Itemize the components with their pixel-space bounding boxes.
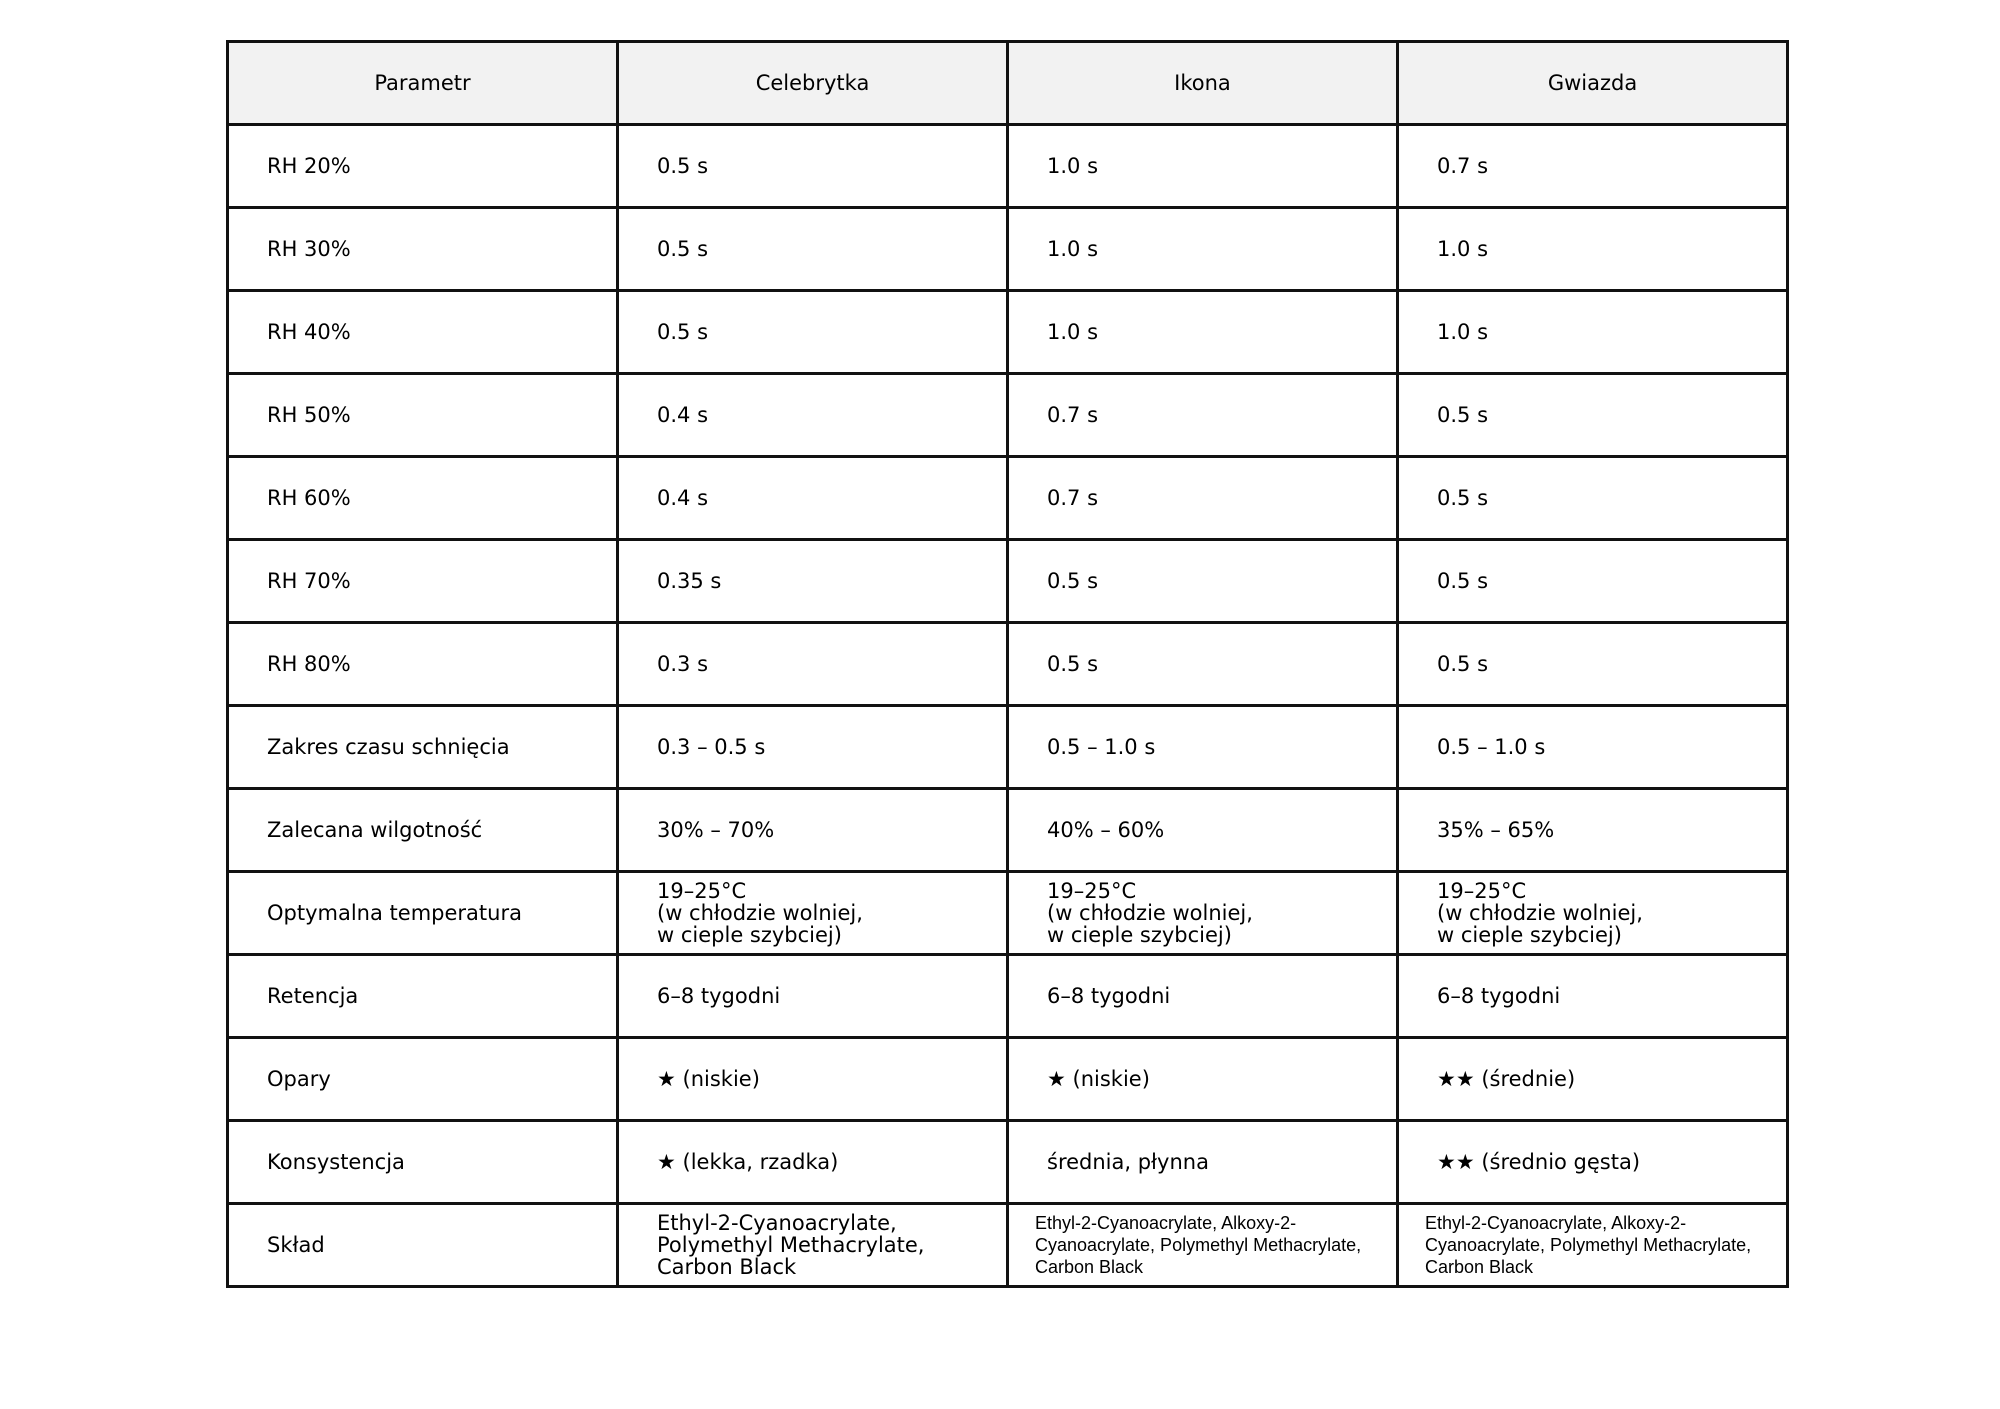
- cell-ikona: 1.0 s: [1008, 208, 1398, 291]
- header-celebrytka: Celebrytka: [618, 42, 1008, 125]
- cell-param: RH 30%: [228, 208, 618, 291]
- header-parametr: Parametr: [228, 42, 618, 125]
- cell-ikona: ★ (niskie): [1008, 1038, 1398, 1121]
- cell-celebrytka: 30% – 70%: [618, 789, 1008, 872]
- table-row: [228, 789, 1788, 872]
- cell-gwiazda: 1.0 s: [1398, 208, 1788, 291]
- cell-param: RH 80%: [228, 623, 618, 706]
- cell-gwiazda: ★★ (średnio gęsta): [1398, 1121, 1788, 1204]
- cell-celebrytka: 0.5 s: [618, 208, 1008, 291]
- table-row: [228, 540, 1788, 623]
- cell-ikona: średnia, płynna: [1008, 1121, 1398, 1204]
- cell-celebrytka: Ethyl-2-Cyanoacrylate, Polymethyl Methacrylate, Carbon Black: [618, 1204, 1008, 1287]
- table-row: [228, 1204, 1788, 1287]
- table-row: [228, 872, 1788, 955]
- cell-gwiazda: Ethyl-2-Cyanoacrylate, Alkoxy-2-Cyanoacrylate, Polymethyl Methacrylate, Carbon Black: [1398, 1204, 1788, 1287]
- table-row: [228, 955, 1788, 1038]
- cell-gwiazda: 0.5 s: [1398, 540, 1788, 623]
- cell-celebrytka: 0.4 s: [618, 374, 1008, 457]
- cell-ikona: 0.7 s: [1008, 457, 1398, 540]
- cell-celebrytka: 0.3 s: [618, 623, 1008, 706]
- cell-ikona: 40% – 60%: [1008, 789, 1398, 872]
- cell-param: RH 70%: [228, 540, 618, 623]
- table-row: [228, 623, 1788, 706]
- cell-ikona: 1.0 s: [1008, 291, 1398, 374]
- header-gwiazda: Gwiazda: [1398, 42, 1788, 125]
- header-ikona: Ikona: [1008, 42, 1398, 125]
- cell-celebrytka: 0.4 s: [618, 457, 1008, 540]
- cell-gwiazda: 0.5 s: [1398, 623, 1788, 706]
- cell-ikona: 19–25°C (w chłodzie wolniej, w cieple szybciej): [1008, 872, 1398, 955]
- cell-celebrytka: 0.5 s: [618, 125, 1008, 208]
- cell-gwiazda: ★★ (średnie): [1398, 1038, 1788, 1121]
- cell-param: Zalecana wilgotność: [228, 789, 618, 872]
- table-row: [228, 208, 1788, 291]
- cell-param: RH 60%: [228, 457, 618, 540]
- cell-param: Konsystencja: [228, 1121, 618, 1204]
- cell-gwiazda: 0.5 – 1.0 s: [1398, 706, 1788, 789]
- cell-param: RH 40%: [228, 291, 618, 374]
- cell-param: Skład: [228, 1204, 618, 1287]
- cell-param: RH 20%: [228, 125, 618, 208]
- cell-celebrytka: ★ (lekka, rzadka): [618, 1121, 1008, 1204]
- cell-celebrytka: 0.3 – 0.5 s: [618, 706, 1008, 789]
- cell-celebrytka: 0.5 s: [618, 291, 1008, 374]
- table-row: [228, 457, 1788, 540]
- table-row: [228, 1038, 1788, 1121]
- cell-ikona: 0.7 s: [1008, 374, 1398, 457]
- comparison-table: [226, 40, 1789, 1288]
- cell-gwiazda: 1.0 s: [1398, 291, 1788, 374]
- cell-param: RH 50%: [228, 374, 618, 457]
- cell-celebrytka: 0.35 s: [618, 540, 1008, 623]
- table-row: [228, 1121, 1788, 1204]
- cell-ikona: 0.5 – 1.0 s: [1008, 706, 1398, 789]
- cell-param: Optymalna temperatura: [228, 872, 618, 955]
- cell-gwiazda: 0.5 s: [1398, 374, 1788, 457]
- table-row: [228, 706, 1788, 789]
- cell-param: Opary: [228, 1038, 618, 1121]
- cell-param: Zakres czasu schnięcia: [228, 706, 618, 789]
- header-row: [228, 42, 1788, 125]
- table-row: [228, 291, 1788, 374]
- cell-ikona: 0.5 s: [1008, 623, 1398, 706]
- table-row: [228, 374, 1788, 457]
- cell-celebrytka: 6–8 tygodni: [618, 955, 1008, 1038]
- cell-gwiazda: 0.7 s: [1398, 125, 1788, 208]
- cell-gwiazda: 35% – 65%: [1398, 789, 1788, 872]
- cell-param: Retencja: [228, 955, 618, 1038]
- cell-ikona: 6–8 tygodni: [1008, 955, 1398, 1038]
- cell-celebrytka: 19–25°C (w chłodzie wolniej, w cieple szybciej): [618, 872, 1008, 955]
- cell-ikona: Ethyl-2-Cyanoacrylate, Alkoxy-2-Cyanoacrylate, Polymethyl Methacrylate, Carbon Black: [1008, 1204, 1398, 1287]
- table-row: [228, 125, 1788, 208]
- cell-gwiazda: 0.5 s: [1398, 457, 1788, 540]
- cell-celebrytka: ★ (niskie): [618, 1038, 1008, 1121]
- cell-ikona: 0.5 s: [1008, 540, 1398, 623]
- cell-ikona: 1.0 s: [1008, 125, 1398, 208]
- cell-gwiazda: 6–8 tygodni: [1398, 955, 1788, 1038]
- cell-gwiazda: 19–25°C (w chłodzie wolniej, w cieple szybciej): [1398, 872, 1788, 955]
